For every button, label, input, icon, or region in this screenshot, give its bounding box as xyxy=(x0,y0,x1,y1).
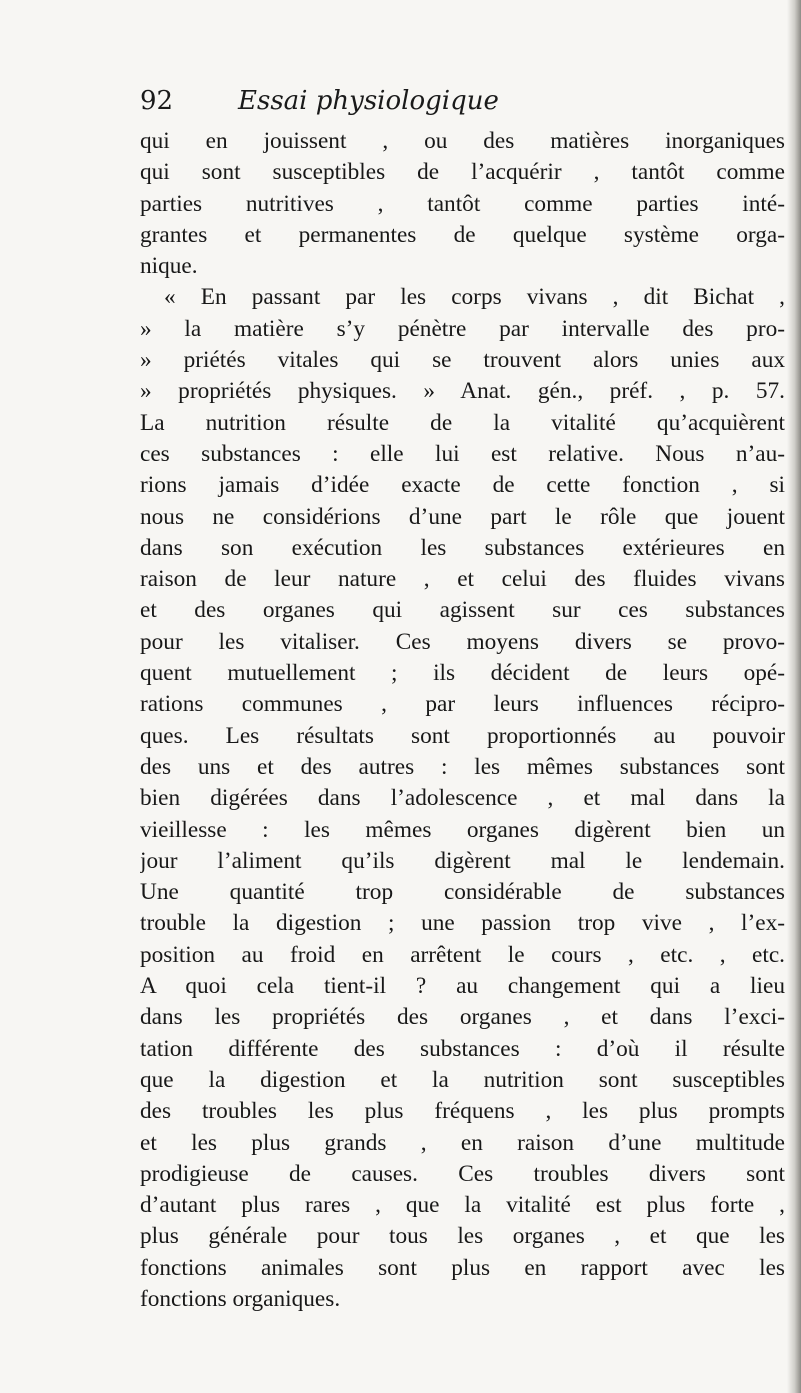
text-line: prodigieuse de causes. Ces troubles divers sont xyxy=(140,1160,785,1187)
text-line: tation différente des substances : d’où il résulte xyxy=(140,1035,785,1062)
text-line: « En passant par les corps vivans , dit Bichat , xyxy=(164,284,785,311)
text-line: bien digérées dans l’adolescence , et mal dans la xyxy=(140,785,785,812)
text-line: ques. Les résultats sont proportionnés au pouvoir xyxy=(140,722,785,749)
text-line: des troubles les plus fréquens , les plus prompts xyxy=(140,1098,785,1125)
text-line: et les plus grands , en raison d’une multitude xyxy=(140,1129,785,1156)
text-line: nous ne considérions d’une part le rôle que jouent xyxy=(140,503,785,530)
page-edge-shadow xyxy=(787,0,801,1393)
text-line: position au froid en arrêtent le cours , etc. , etc. xyxy=(140,941,785,968)
body-text xyxy=(140,126,785,1315)
text-line: quent mutuellement ; ils décident de leurs opé- xyxy=(140,660,785,687)
text-line: dans les propriétés des organes , et dans l’exci- xyxy=(140,1004,785,1031)
text-line: fonctions organiques. xyxy=(140,1285,341,1312)
text-line: plus générale pour tous les organes , et que les xyxy=(140,1223,785,1250)
text-line: » propriétés physiques. » Anat. gén., préf. , p. 57. xyxy=(140,378,785,405)
text-line: rions jamais d’idée exacte de cette fonction , si xyxy=(140,472,785,499)
text-line: et des organes qui agissent sur ces substances xyxy=(140,597,785,624)
text-line: rations communes , par leurs influences récipro- xyxy=(140,691,785,718)
text-line: vieillesse : les mêmes organes digèrent bien un xyxy=(140,816,785,843)
text-line: parties nutritives , tantôt comme parties inté- xyxy=(140,190,785,217)
page-number: 92 xyxy=(140,86,174,116)
text-line: A quoi cela tient-il ? au changement qui a lieu xyxy=(140,973,785,1000)
text-line: qui en jouissent , ou des matières inorganiques xyxy=(140,128,785,154)
text-line: grantes et permanentes de quelque système orga- xyxy=(140,221,785,248)
text-line: Une quantité trop considérable de substances xyxy=(140,879,785,906)
text-line: » la matière s’y pénètre par intervalle des pro- xyxy=(140,315,785,342)
text-line: fonctions animales sont plus en rapport avec les xyxy=(140,1254,785,1281)
text-line: jour l’aliment qu’ils digèrent mal le lendemain. xyxy=(140,847,785,874)
text-line: qui sont susceptibles de l’acquérir , tantôt comme xyxy=(140,159,785,186)
text-line: ces substances : elle lui est relative. Nous n’au- xyxy=(140,440,785,467)
text-line: La nutrition résulte de la vitalité qu’acquièrent xyxy=(140,409,785,436)
text-line: » priétés vitales qui se trouvent alors unies aux xyxy=(140,347,785,374)
text-line: raison de leur nature , et celui des fluides vivans xyxy=(140,566,785,593)
text-line: trouble la digestion ; une passion trop vive , l’ex- xyxy=(140,910,785,937)
page-header xyxy=(140,84,760,124)
text-line: d’autant plus rares , que la vitalité est plus forte , xyxy=(140,1192,785,1219)
text-line: pour les vitaliser. Ces moyens divers se provo- xyxy=(140,628,785,655)
text-line: dans son exécution les substances extérieures en xyxy=(140,534,785,561)
running-title: Essai physiologique xyxy=(238,86,499,116)
text-line: que la digestion et la nutrition sont susceptibles xyxy=(140,1066,785,1093)
text-line: nique. xyxy=(140,253,198,280)
text-line: des uns et des autres : les mêmes substances sont xyxy=(140,753,785,780)
